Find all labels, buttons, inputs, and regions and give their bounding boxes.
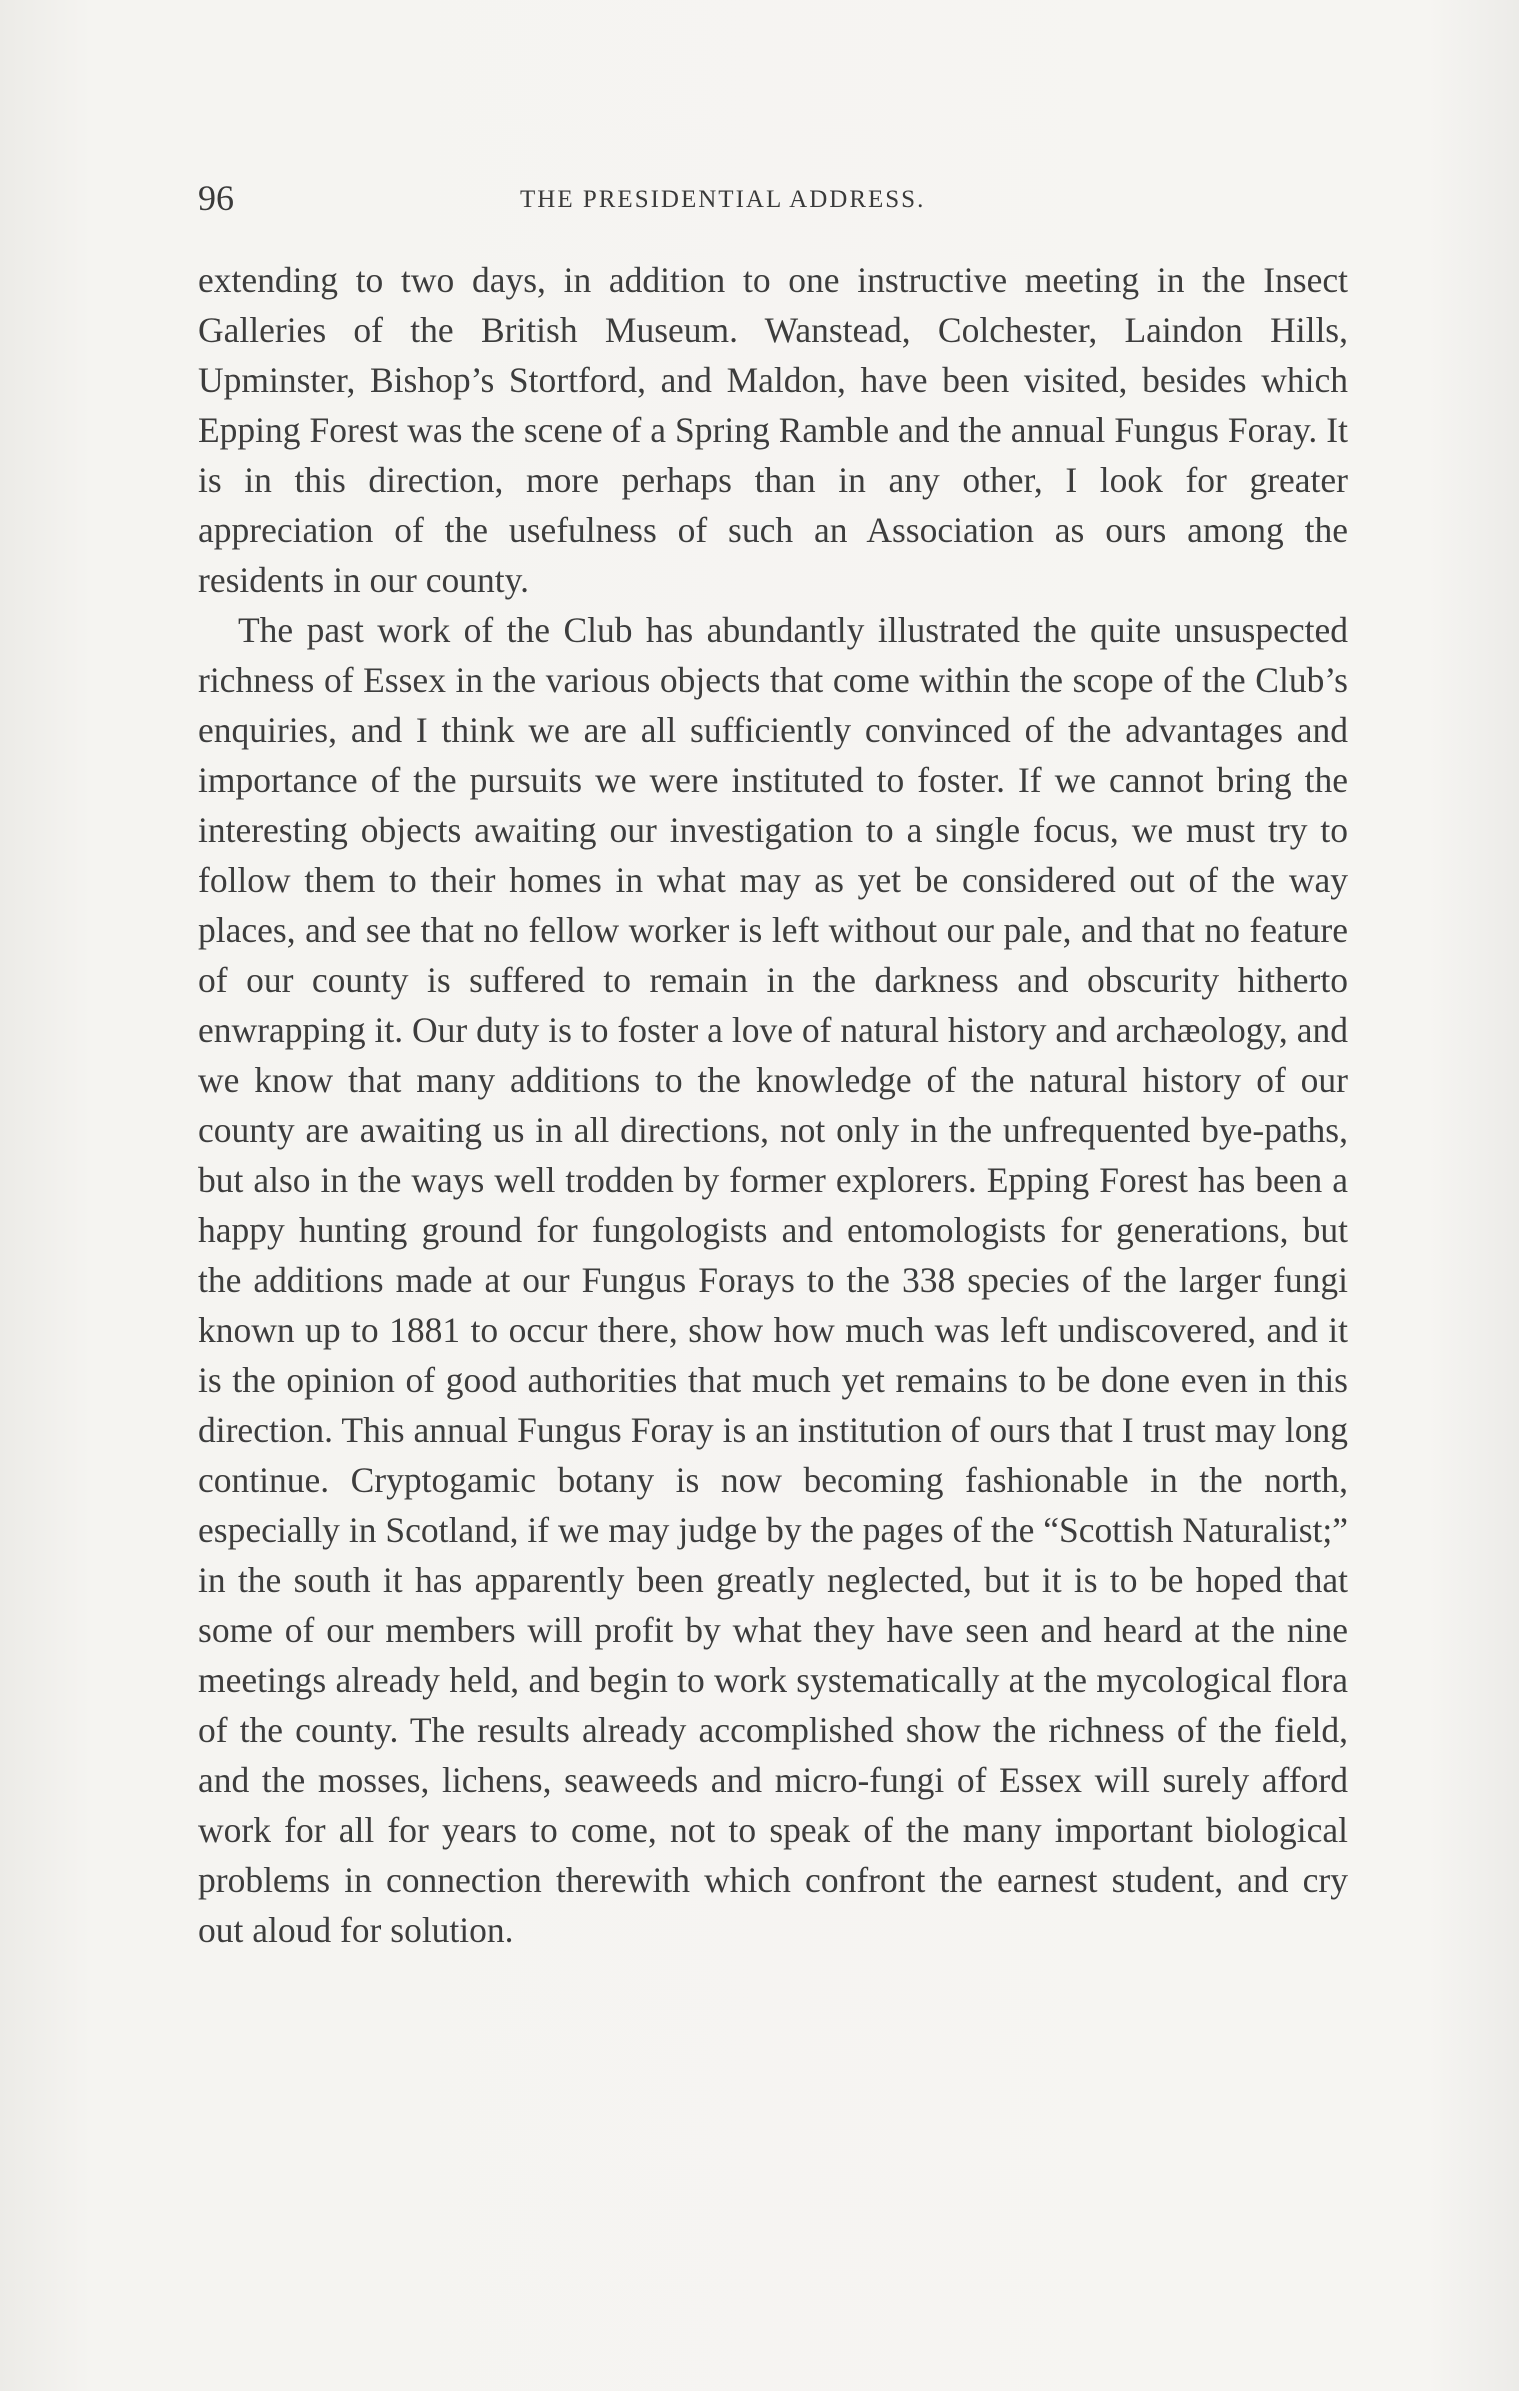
running-head: THE PRESIDENTIAL ADDRESS. <box>520 186 926 213</box>
paragraph-2: The past work of the Club has abundantly illustrated the quite unsuspected richness of Essex in the various objects that come within the scope of the Club’s enquiries, and I think we are all sufficiently convinced of the advantages and importance of the pursuits we were instituted to foster. If we cannot bring the interesting objects awaiting our investigation to a single focus, we must try to follow them to their homes in what may as yet be considered out of the way places, and see that no fellow worker is left without our pale, and that no feature of our county is suffered to remain in the darkness and obscurity hitherto enwrapping it. Our duty is to foster a love of natural history and archæology, and we know that many additions to the knowledge of the natural history of our county are awaiting us in all directions, not only in the unfrequented bye-paths, but also in the ways well trodden by former explorers. Epping Forest has been a happy hunting ground for fungologists and entomologists for generations, but the additions made at our Fungus Forays to the 338 species of the larger fungi known up to 1881 to occur there, show how much was left undiscovered, and it is the opinion of good authorities that much yet remains to be done even in this direction. This annual Fungus Foray is an institution of ours that I trust may long continue. Cryptogamic botany is now becoming fashionable in the north, especially in Scotland, if we may judge by the pages of the “Scottish Naturalist;” in the south it has apparently been greatly neglected, but it is to be hoped that some of our members will profit by what they have seen and heard at the nine meetings already held, and begin to work systematically at the mycological flora of the county. The results already accomplished show the richness of the field, and the mosses, lichens, seaweeds and micro-fungi of Essex will surely afford work for all for years to come, not to speak of the many important biological problems in connection therewith which confront the earnest student, and cry out aloud for solution. <box>198 610 1348 1950</box>
paragraph-1: extending to two days, in addition to one instructive meeting in the Insect Galleries of the British Museum. Wanstead, Colchester, Laindon Hills, Upminster, Bishop’s Stortford, and Maldon, have been visited, besides which Epping Forest was the scene of a Spring Ramble and the annual Fungus Foray. It is in this direction, more perhaps than in any other, I look for greater appreciation of the usefulness of such an Association as ours among the residents in our county. <box>198 260 1348 600</box>
page-number: 96 <box>198 178 234 218</box>
body-text <box>198 255 1348 1955</box>
page-header <box>198 176 1348 220</box>
